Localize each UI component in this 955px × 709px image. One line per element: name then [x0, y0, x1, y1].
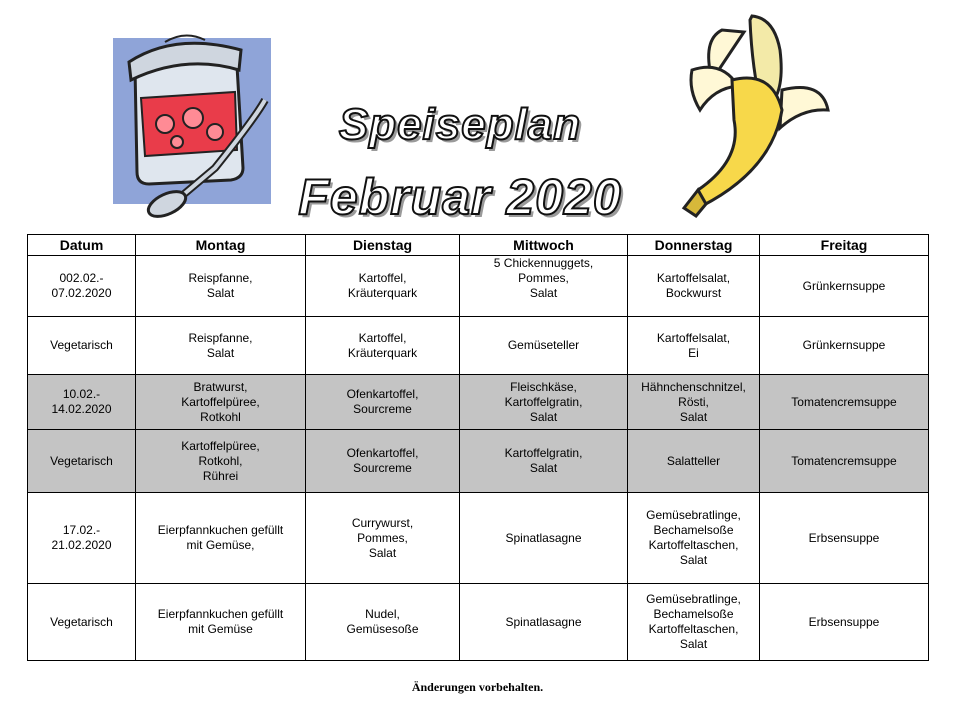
table-row [28, 493, 929, 584]
table-row [28, 317, 929, 375]
table-cell: Fleischkäse, Kartoffelgratin, Salat [460, 375, 628, 430]
table-cell: Kartoffelpüree, Rotkohl, Rührei [136, 430, 306, 493]
table-cell: Tomatencremsuppe [760, 375, 929, 430]
header-freitag: Freitag [760, 235, 929, 256]
table-cell: 002.02.- 07.02.2020 [28, 256, 136, 317]
table-row [28, 430, 929, 493]
jam-jar-clipart [105, 28, 280, 218]
header-datum: Datum [28, 235, 136, 256]
table-cell: Salatteller [628, 430, 760, 493]
table-cell: Vegetarisch [28, 584, 136, 661]
table-cell: Gemüseteller [460, 317, 628, 375]
table-cell: Kartoffelsalat, Bockwurst [628, 256, 760, 317]
header-dienstag: Dienstag [306, 235, 460, 256]
table-cell: Tomatencremsuppe [760, 430, 929, 493]
table-cell: Reispfanne, Salat [136, 256, 306, 317]
table-cell: Ofenkartoffel, Sourcreme [306, 375, 460, 430]
table-cell: 5 Chickennuggets, Pommes, Salat [460, 256, 628, 317]
footer-note: Änderungen vorbehalten. [411, 680, 544, 694]
table-cell: Bratwurst, Kartoffelpüree, Rotkohl [136, 375, 306, 430]
banana-clipart [662, 10, 832, 220]
table-cell: Hähnchenschnitzel, Rösti, Salat [628, 375, 760, 430]
table-row [28, 375, 929, 430]
table-row [28, 584, 929, 661]
table-cell: Gemüsebratlinge, Bechamelsoße Kartoffeltaschen, Salat [628, 584, 760, 661]
page-title: Speiseplan [338, 100, 582, 149]
table-cell: Erbsensuppe [760, 493, 929, 584]
header-row [28, 235, 929, 256]
header-mittwoch: Mittwoch [460, 235, 628, 256]
menu-table [27, 234, 929, 661]
table-cell: Kartoffelgratin, Salat [460, 430, 628, 493]
table-cell: Ofenkartoffel, Sourcreme [306, 430, 460, 493]
table-cell: Eierpfannkuchen gefüllt mit Gemüse [136, 584, 306, 661]
table-cell: Gemüsebratlinge, Bechamelsoße Kartoffeltaschen, Salat [628, 493, 760, 584]
table-cell: Kartoffel, Kräuterquark [306, 256, 460, 317]
table-cell: Erbsensuppe [760, 584, 929, 661]
table-cell: 17.02.- 21.02.2020 [28, 493, 136, 584]
table-cell: Reispfanne, Salat [136, 317, 306, 375]
table-cell: Spinatlasagne [460, 584, 628, 661]
table-row [28, 256, 929, 317]
table-cell: Vegetarisch [28, 430, 136, 493]
table-cell: Kartoffelsalat, Ei [628, 317, 760, 375]
table-cell: 10.02.- 14.02.2020 [28, 375, 136, 430]
header-donnerstag: Donnerstag [628, 235, 760, 256]
table-cell: Nudel, Gemüsesoße [306, 584, 460, 661]
table-cell: Grünkernsuppe [760, 317, 929, 375]
table-cell: Vegetarisch [28, 317, 136, 375]
header-montag: Montag [136, 235, 306, 256]
table-cell: Kartoffel, Kräuterquark [306, 317, 460, 375]
table-cell: Spinatlasagne [460, 493, 628, 584]
table-cell: Grünkernsuppe [760, 256, 929, 317]
page-subtitle: Februar 2020 [298, 169, 622, 225]
table-cell: Eierpfannkuchen gefüllt mit Gemüse, [136, 493, 306, 584]
table-cell: Currywurst, Pommes, Salat [306, 493, 460, 584]
